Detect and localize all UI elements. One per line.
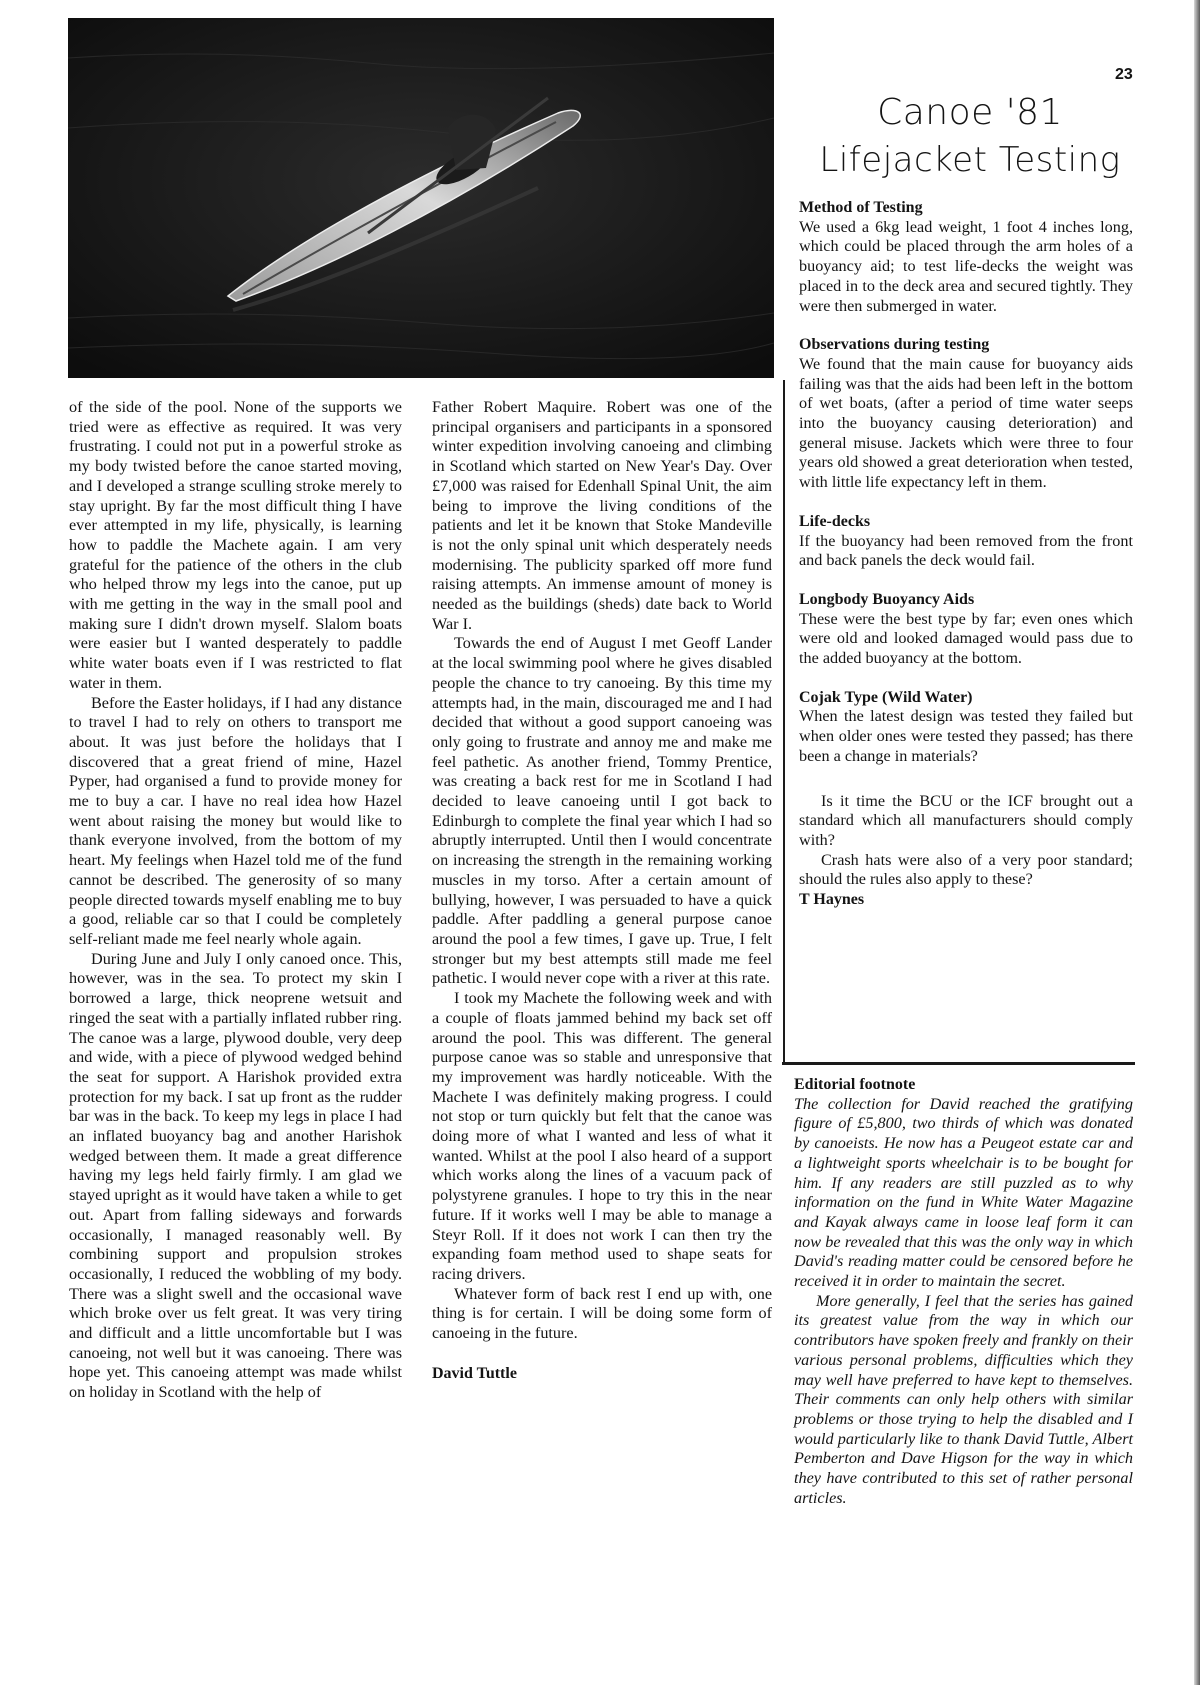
footnote-heading: Editorial footnote <box>794 1076 916 1093</box>
body-paragraph: Towards the end of August I met Geoff Lander at the local swimming pool where he gives disabled people the chance to try canoeing. By this time my attempts had, in the main, discouraged me and I had decided that without a good support canoeing was only going to frustrate and annoy me and make me feel pathetic. As another friend, Tommy Prentice, was creating a back rest for me in Scotland I had decided to leave canoeing until I got back to Edinburgh to complete the final year which I had so abruptly interrupted. Until then I would concentrate on increasing the strength in the remaining working muscles in my torso. After a certain amount of bullying, however, I was persuaded to have a quick paddle. After paddling a general purpose canoe around the pool a few times, I gave up. True, I felt stronger but my best attempts still made me feel pathetic. I would never cope with a river at this rate. <box>432 634 772 988</box>
report-section <box>799 335 1133 493</box>
section-heading: Life-decks <box>799 512 871 530</box>
section-heading: Observations during testing <box>799 336 990 354</box>
section-heading: Method of Testing <box>799 199 923 216</box>
footnote-paragraph: More generally, I feel that the series has gained its greatest value from the way in which our contributors have spoken freely and frankly on their various personal problems, difficulties which they may well have preferred to have kept to themselves. Their comments can only help others with similar problems or those trying to help the disabled and I would particularly like to thank David Tuttle, Albert Pemberton and Dave Higson for the way in which they have contributed to this set of rather personal articles. <box>794 1291 1133 1507</box>
article-subtitle: Lifejacket Testing <box>819 140 1121 180</box>
report-section <box>799 590 1133 669</box>
column-divider <box>783 380 785 1063</box>
report-section <box>799 512 1133 571</box>
article-column-1 <box>69 398 402 1403</box>
report-signature: T Haynes <box>799 891 865 909</box>
footnote-paragraph: The collection for David reached the gratifying figure of £5,800, two thirds of which was donated by canoeists. He now has a Peugeot estate car and a lightweight sports wheelchair is to be bought for him. If any readers are still puzzled as to why information on the fund in White Water Magazine and Kayak always came in loose leaf form it can now be revealed that this was the only way in which David's reading matter could be censored before he received it in order to maintain the secret. <box>794 1094 1133 1291</box>
section-heading: Cojak Type (Wild Water) <box>799 688 973 706</box>
section-body: We found that the main cause for buoyancy aids failing was that the aids had been left in the bottom of wet boats, (after a period of time water seeps into the buoyancy causing deterioration) and general misuse. Jackets which were three to four years old showed a great deterioration when tested, with little life expectancy left in them. <box>799 354 1133 492</box>
closing-paragraph: Is it time the BCU or the ICF brought out a standard which all manufacturers should comply with? <box>799 791 1133 849</box>
body-paragraph: Father Robert Maquire. Robert was one of the principal organisers and participants in a sponsored winter expedition involving canoeing and climbing in Scotland which started on New Year's Day. Over £7,000 was raised for Edenhall Spinal Unit, the aim being to improve the living conditions of the patients and let it be known that Stoke Mandeville is not the only spinal unit which desperately needs modernising. The publicity sparked off more fund raising attempts. An immense amount of money is needed as the buildings (sheds) date back to World War I. <box>432 398 772 633</box>
page-number: 23 <box>1115 66 1133 83</box>
body-paragraph: I took my Machete the following week and with a couple of floats jammed behind my back set off around the pool. This was different. The general purpose canoe was so stable and unresponsive that my improvement was hardly noticeable. With the Machete I was definitely making progress. I could not stop or turn quickly but felt that the canoe was doing more of what I wanted and less of what it wanted. Whilst at the pool I also heard of a support which works along the lines of a vacuum pack of polystyrene granules. I hope to try this in the near future. If it works well I may be able to manage a Steyr Roll. If it does not work I can then try the expanding foam method used to shape seats for racing drivers. <box>432 989 772 1283</box>
footnote-divider <box>782 1062 1135 1065</box>
section-body: When the latest design was tested they failed but when older ones were tested they passed; has there been a change in materials? <box>799 707 1133 765</box>
canoe-photo <box>68 18 774 378</box>
section-body: We used a 6kg lead weight, 1 foot 4 inches long, which could be placed through the arm holes of a buoyancy aid; to test life-decks the weight was placed in to the deck area and secured tightly. They were then submerged in water. <box>799 217 1133 315</box>
lifejacket-testing-report <box>799 198 1133 910</box>
body-paragraph: During June and July I only canoed once. This, however, was in the sea. To protect my skin I borrowed a large, thick neoprene wetsuit and ringed the seat with a partially inflated rubber ring. The canoe was a large, plywood double, very deep and wide, with a piece of plywood wedged behind the seat for support. A Harishok provided extra protection for my back. I sat up front as the rudder bar was in the back. To keep my legs in place I had an inflated buoyancy bag and another Harishok wedged between them. It made a great difference having my legs held fairly firmly. I am glad we stayed upright as it would have taken a while to get out. Apart from falling sideways and forwards occasionally, I managed reasonably well. By combining support and propulsion strokes occasionally, I reduced the wobbling of my body. There was a slight swell and the occasional wave which broke over us felt great. It was very tiring and difficult and a little uncomfortable but I was canoeing, not well but it was canoeing. There was hope yet. This canoeing attempt was made whilst on holiday in Scotland with the help of <box>69 949 402 1402</box>
report-section <box>799 198 1133 316</box>
closing-paragraph: Crash hats were also of a very poor standard; should the rules also apply to these? <box>799 850 1133 889</box>
article-title: Canoe '81 <box>877 92 1063 133</box>
editorial-footnote <box>794 1075 1133 1508</box>
author-signature: David Tuttle <box>432 1364 517 1382</box>
body-paragraph: Before the Easter holidays, if I had any distance to travel I had to rely on others to transport me about. It was just before the holidays that I discovered that a great friend of mine, Hazel Pyper, had organised a fund to provide money for me to buy a car. I have no real idea how Hazel went about raising the money but would like to thank everyone involved, from the bottom of my heart. My feelings when Hazel told me of the fund cannot be described. The generosity of so many people directed towards myself enabling me to buy a good, reliable car so that I could be completely self-reliant made me feel nearly whole again. <box>69 693 402 948</box>
section-body: These were the best type by far; even ones which were old and looked damaged would pass due to the added buoyancy at the bottom. <box>799 609 1133 668</box>
page-edge-shadow <box>1194 0 1200 1685</box>
section-heading: Longbody Buoyancy Aids <box>799 590 975 608</box>
body-paragraph: Whatever form of back rest I end up with, one thing is for certain. I will be doing some form of canoeing in the future. <box>432 1284 772 1343</box>
report-section <box>799 688 1133 767</box>
body-paragraph: of the side of the pool. None of the supports we tried were as effective as required. It was very frustrating. I could not put in a powerful stroke as my body twisted before the canoe started moving, and I developed a strange sculling stroke merely to stay upright. By far the most difficult thing I have ever attempted in my life, physically, is learning how to paddle the Machete again. I am very grateful for the patience of the others in the club who helped throw my legs into the canoe, put up with me getting in the way in the small pool and making sure I didn't drown myself. Slalom boats were easier but I wanted desperately to paddle white water boats even if I was restricted to flat water in them. <box>69 398 402 692</box>
section-body: If the buoyancy had been removed from the front and back panels the deck would fail. <box>799 531 1133 570</box>
article-column-2 <box>432 398 772 1383</box>
